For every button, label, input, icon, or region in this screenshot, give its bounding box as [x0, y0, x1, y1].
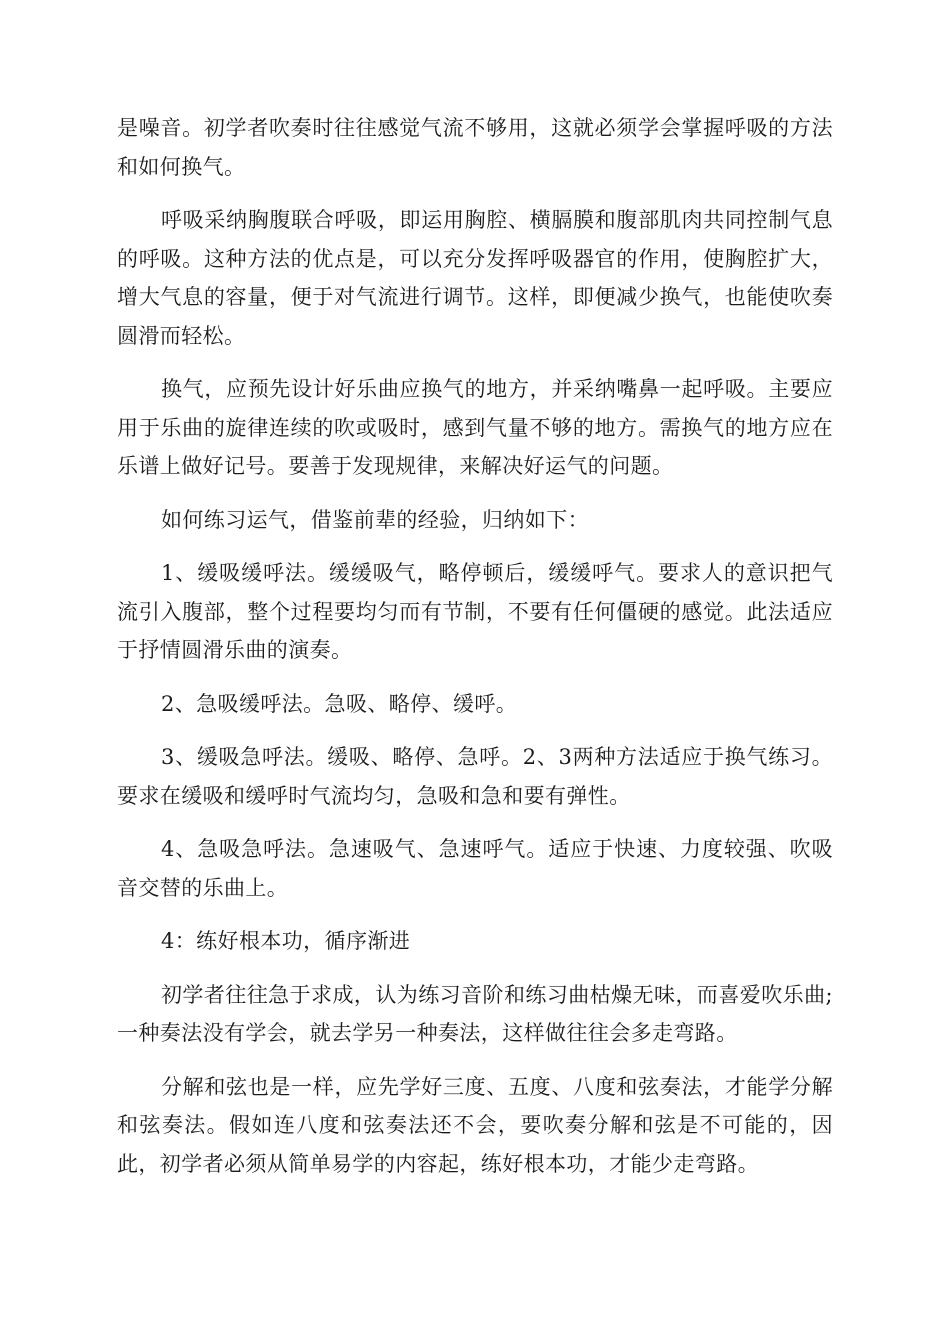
section-heading-basic-skills: 4：练好根本功，循序渐进 — [161, 929, 411, 953]
paragraph-continued: 是噪音。初学者吹奏时往往感觉气流不够用，这就必须学会掌握呼吸的方法和如何换气。 — [117, 116, 833, 179]
paragraph-method-1: 1、缓吸缓呼法。缓缓吸气，略停顿后，缓缓呼气。要求人的意识把气流引入腹部，整个过程要均匀而有节制，不要有任何僵硬的感觉。此法适应于抒情圆滑乐曲的演奏。 — [117, 561, 833, 662]
paragraph-broken-chords: 分解和弦也是一样，应先学好三度、五度、八度和弦奏法，才能学分解和弦奏法。假如连八度和弦奏法还不会，要吹奏分解和弦是不可能的，因此，初学者必须从简单易学的内容起，练好根本功，才能少走弯路。 — [117, 1074, 833, 1176]
paragraph-changing-breath: 换气，应预先设计好乐曲应换气的地方，并采纳嘴鼻一起呼吸。主要应用于乐曲的旋律连续的吹或吸时，感到气量不够的地方。需换气的地方应在乐谱上做好记号。要善于发现规律，来解决好运气的问题。 — [117, 377, 833, 478]
document-body — [117, 109, 833, 1198]
paragraph-method-3: 3、缓吸急呼法。缓吸、略停、急呼。2、3两种方法适应于换气练习。要求在缓吸和缓呼时气流均匀，急吸和急和要有弹性。 — [117, 745, 833, 808]
paragraph-practice-intro: 如何练习运气，借鉴前辈的经验，归纳如下： — [161, 507, 589, 532]
paragraph-method-4: 4、急吸急呼法。急速吸气、急速呼气。适应于快速、力度较强、吹吸音交替的乐曲上。 — [117, 837, 833, 900]
paragraph-method-2: 2、急吸缓呼法。急吸、略停、缓呼。 — [161, 691, 518, 716]
paragraph-breathing-method: 呼吸采纳胸腹联合呼吸，即运用胸腔、横膈膜和腹部肌肉共同控制气息的呼吸。这种方法的优点是，可以充分发挥呼吸器官的作用，使胸腔扩大，增大气息的容量，便于对气流进行调节。这样，即便减少换气，也能使吹奏圆滑而轻松。 — [117, 208, 833, 348]
paragraph-beginners: 初学者往往急于求成，认为练习音阶和练习曲枯燥无味，而喜爱吹乐曲;一种奏法没有学会，就去学另一种奏法，这样做往往会多走弯路。 — [117, 982, 833, 1045]
